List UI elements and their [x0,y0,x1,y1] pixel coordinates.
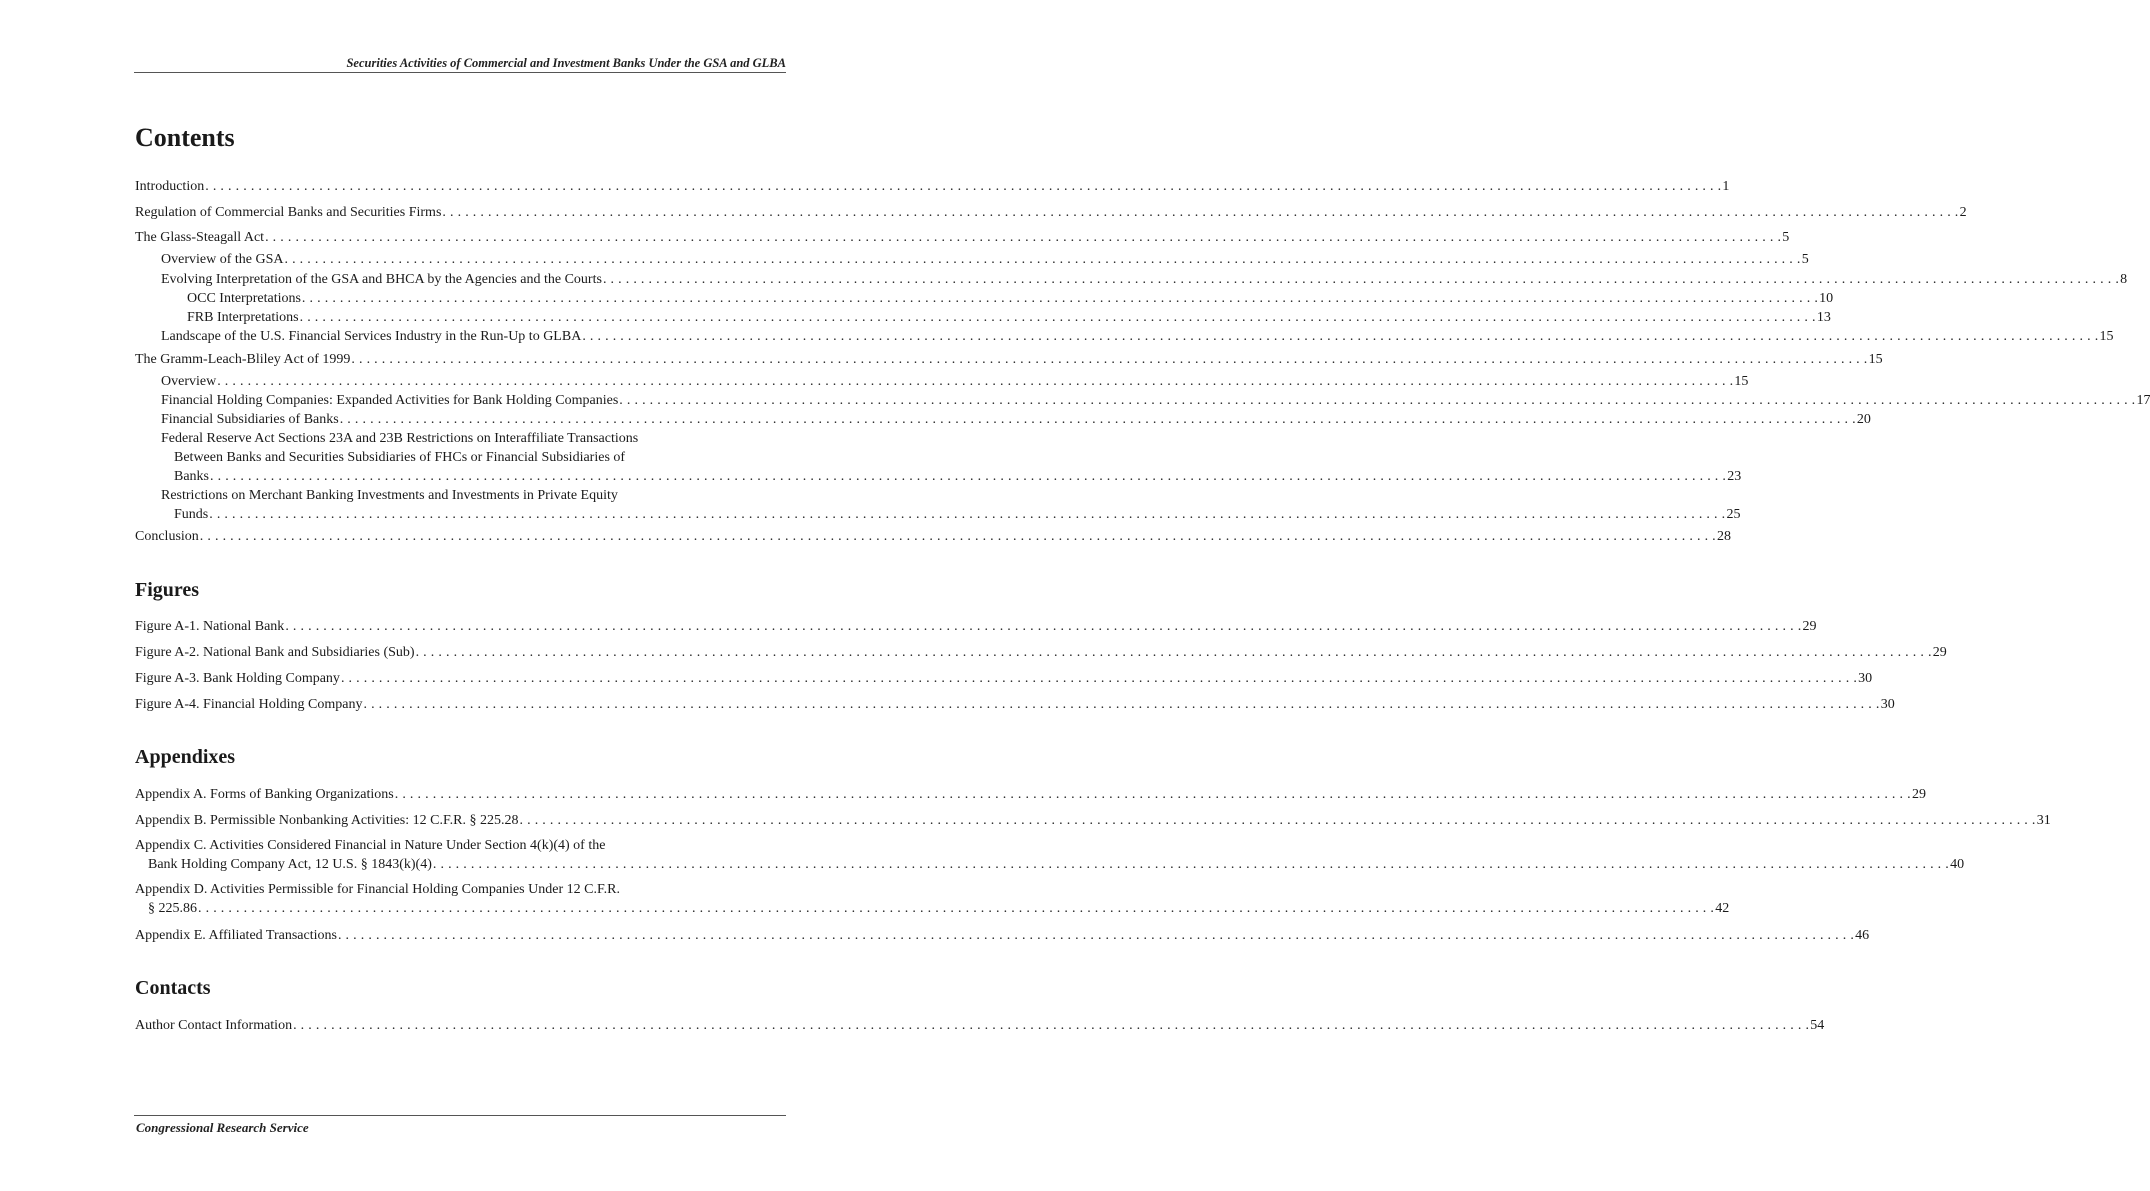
figures-heading: Figures [135,579,200,601]
toc-page-number: 15 [1734,374,1749,389]
dot-leader: . . . . . . . . . . . . . . . . . . . . . . . . . . . . . . . . . . . . . . . . . . . . . . . . . . . . . . . . . . . . . . . . . . . . . . . . . . . . . . . . . . . . . . . . . . . . . . . . . . . . . . . . . . . . . . . . . . . . . . . . . . . . . . . . . . . . . . . . . . . . . . . . . . . . . . . . . . . . . . . . . . . . . . . . . . . . . . . . . . . . . . . . . . . . . . . . . . . . . . . . [602,272,2120,287]
contents-toc-entry[interactable] [135,228,1790,247]
dot-leader: . . . . . . . . . . . . . . . . . . . . . . . . . . . . . . . . . . . . . . . . . . . . . . . . . . . . . . . . . . . . . . . . . . . . . . . . . . . . . . . . . . . . . . . . . . . . . . . . . . . . . . . . . . . . . . . . . . . . . . . . . . . . . . . . . . . . . . . . . . . . . . . . . . . . . . . . . . . . . . . . . . . . . . . . . . . . . . . . . . . . . . . . . . . . . . . . . . . . . . . . [337,928,1855,943]
dot-leader: . . . . . . . . . . . . . . . . . . . . . . . . . . . . . . . . . . . . . . . . . . . . . . . . . . . . . . . . . . . . . . . . . . . . . . . . . . . . . . . . . . . . . . . . . . . . . . . . . . . . . . . . . . . . . . . . . . . . . . . . . . . . . . . . . . . . . . . . . . . . . . . . . . . . . . . . . . . . . . . . . . . . . . . . . . . . . . . . . . . . . . . . . . . . . . . . . . . . . . . . [340,671,1858,686]
toc-page-number: 2 [1959,205,1967,220]
contents-toc-entry[interactable] [161,270,2128,289]
toc-entry-text: Conclusion [135,529,199,544]
toc-entry-text: Appendix D. Activities Permissible for Financial Holding Companies Under 12 C.F.R. [135,882,620,897]
dot-leader: . . . . . . . . . . . . . . . . . . . . . . . . . . . . . . . . . . . . . . . . . . . . . . . . . . . . . . . . . . . . . . . . . . . . . . . . . . . . . . . . . . . . . . . . . . . . . . . . . . . . . . . . . . . . . . . . . . . . . . . . . . . . . . . . . . . . . . . . . . . . . . . . . . . . . . . . . . . . . . . . . . . . . . . . . . . . . . . . . . . . . . . . . . . . . . . . . . . . . . . . [209,507,1726,522]
dot-leader: . . . . . . . . . . . . . . . . . . . . . . . . . . . . . . . . . . . . . . . . . . . . . . . . . . . . . . . . . . . . . . . . . . . . . . . . . . . . . . . . . . . . . . . . . . . . . . . . . . . . . . . . . . . . . . . . . . . . . . . . . . . . . . . . . . . . . . . . . . . . . . . . . . . . . . . . . . . . . . . . . . . . . . . . . . . . . . . . . . . . . . . . . . . . . . . . . . . . . . . . [415,645,1932,660]
toc-page-number: 42 [1715,901,1730,916]
toc-page-number: 8 [2120,272,2128,287]
toc-entry-text: Appendix C. Activities Considered Financial in Nature Under Section 4(k)(4) of the [135,838,606,853]
toc-page-number: 20 [1856,412,1871,427]
dot-leader: . . . . . . . . . . . . . . . . . . . . . . . . . . . . . . . . . . . . . . . . . . . . . . . . . . . . . . . . . . . . . . . . . . . . . . . . . . . . . . . . . . . . . . . . . . . . . . . . . . . . . . . . . . . . . . . . . . . . . . . . . . . . . . . . . . . . . . . . . . . . . . . . . . . . . . . . . . . . . . . . . . . . . . . . . . . . . . . . . . . . . . . . . . . . . . . . . . . . . . . . [519,813,2036,828]
toc-page-number: 46 [1855,928,1870,943]
contents-toc-entry[interactable] [161,486,1741,524]
dot-leader: . . . . . . . . . . . . . . . . . . . . . . . . . . . . . . . . . . . . . . . . . . . . . . . . . . . . . . . . . . . . . . . . . . . . . . . . . . . . . . . . . . . . . . . . . . . . . . . . . . . . . . . . . . . . . . . . . . . . . . . . . . . . . . . . . . . . . . . . . . . . . . . . . . . . . . . . . . . . . . . . . . . . . . . . . . . . . . . . . . . . . . . . . . . . . . . . . . . . . . . . [339,412,1856,427]
page-footer: Congressional Research Service [136,1120,309,1135]
footer-rule [134,1115,786,1116]
toc-entry-text: Overview [161,374,217,389]
toc-entry-text: Figure A-1. National Bank [135,619,285,634]
toc-entry-text: Figure A-3. Bank Holding Company [135,671,340,686]
appendixes-toc-entry[interactable] [135,926,1870,945]
toc-page-number: 23 [1727,469,1742,484]
dot-leader: . . . . . . . . . . . . . . . . . . . . . . . . . . . . . . . . . . . . . . . . . . . . . . . . . . . . . . . . . . . . . . . . . . . . . . . . . . . . . . . . . . . . . . . . . . . . . . . . . . . . . . . . . . . . . . . . . . . . . . . . . . . . . . . . . . . . . . . . . . . . . . . . . . . . . . . . . . . . . . . . . . . . . . . . . . . . . . . . . . . . . . . . . . . . . . . . . . . . . . . . [351,352,1868,367]
contents-toc-entry[interactable] [135,350,1883,369]
toc-entry-text: Figure A-4. Financial Holding Company [135,697,363,712]
dot-leader: . . . . . . . . . . . . . . . . . . . . . . . . . . . . . . . . . . . . . . . . . . . . . . . . . . . . . . . . . . . . . . . . . . . . . . . . . . . . . . . . . . . . . . . . . . . . . . . . . . . . . . . . . . . . . . . . . . . . . . . . . . . . . . . . . . . . . . . . . . . . . . . . . . . . . . . . . . . . . . . . . . . . . . . . . . . . . . . . . . . . . . . . . . . . . . . . . . . . . . . . [394,787,1911,802]
toc-entry-text: OCC Interpretations [187,291,301,306]
toc-page-number: 10 [1819,291,1834,306]
contents-toc-entry[interactable] [187,289,1834,308]
contents-toc-entry[interactable] [161,372,1749,391]
toc-page-number: 28 [1716,529,1731,544]
toc-entry-text: Banks [174,469,209,484]
toc-page-number: 13 [1816,310,1831,325]
contents-toc-entry[interactable] [161,429,1742,486]
toc-page-number: 31 [2036,813,2051,828]
toc-page-number: 17 [2136,393,2150,408]
toc-page-number: 25 [1726,507,1741,522]
contents-toc-entry[interactable] [161,250,1809,269]
toc-page-number: 29 [1911,787,1926,802]
figures-toc-entry[interactable] [135,643,1947,662]
toc-page-number: 30 [1858,671,1873,686]
toc-entry-text: Introduction [135,179,205,194]
dot-leader: . . . . . . . . . . . . . . . . . . . . . . . . . . . . . . . . . . . . . . . . . . . . . . . . . . . . . . . . . . . . . . . . . . . . . . . . . . . . . . . . . . . . . . . . . . . . . . . . . . . . . . . . . . . . . . . . . . . . . . . . . . . . . . . . . . . . . . . . . . . . . . . . . . . . . . . . . . . . . . . . . . . . . . . . . . . . . . . . . . . . . . . . . . . . . . . . . . . . . . . . [285,619,1802,634]
appendixes-heading: Appendixes [135,746,236,768]
dot-leader: . . . . . . . . . . . . . . . . . . . . . . . . . . . . . . . . . . . . . . . . . . . . . . . . . . . . . . . . . . . . . . . . . . . . . . . . . . . . . . . . . . . . . . . . . . . . . . . . . . . . . . . . . . . . . . . . . . . . . . . . . . . . . . . . . . . . . . . . . . . . . . . . . . . . . . . . . . . . . . . . . . . . . . . . . . . . . . . . . . . . . . . . . . . . . . . . . . . . . . . . [265,230,1782,245]
toc-page-number: 5 [1782,230,1790,245]
toc-entry-text: Appendix A. Forms of Banking Organizations [135,787,394,802]
contents-toc-entry[interactable] [135,203,1967,222]
appendixes-toc-entry[interactable] [135,811,2051,830]
toc-page-number: 15 [2099,329,2114,344]
figures-toc-entry[interactable] [135,617,1817,636]
dot-leader: . . . . . . . . . . . . . . . . . . . . . . . . . . . . . . . . . . . . . . . . . . . . . . . . . . . . . . . . . . . . . . . . . . . . . . . . . . . . . . . . . . . . . . . . . . . . . . . . . . . . . . . . . . . . . . . . . . . . . . . . . . . . . . . . . . . . . . . . . . . . . . . . . . . . . . . . . . . . . . . . . . . . . . . . . . . . . . . . . . . . . . . . . . . . . . . . . . . . . . . . [363,697,1880,712]
toc-page-number: 5 [1801,252,1809,267]
toc-page-number: 40 [1950,857,1965,872]
toc-entry-text: Financial Holding Companies: Expanded Activities for Bank Holding Companies [161,393,619,408]
appendixes-toc-entry[interactable] [135,880,1730,918]
dot-leader: . . . . . . . . . . . . . . . . . . . . . . . . . . . . . . . . . . . . . . . . . . . . . . . . . . . . . . . . . . . . . . . . . . . . . . . . . . . . . . . . . . . . . . . . . . . . . . . . . . . . . . . . . . . . . . . . . . . . . . . . . . . . . . . . . . . . . . . . . . . . . . . . . . . . . . . . . . . . . . . . . . . . . . . . . . . . . . . . . . . . . . . . . . . . . . . . . . . . . . . . [293,1018,1810,1033]
toc-page-number: 15 [1868,352,1883,367]
toc-page-number: 29 [1932,645,1947,660]
toc-entry-text: Bank Holding Company Act, 12 U.S. § 1843(k)(4) [148,857,432,872]
dot-leader: . . . . . . . . . . . . . . . . . . . . . . . . . . . . . . . . . . . . . . . . . . . . . . . . . . . . . . . . . . . . . . . . . . . . . . . . . . . . . . . . . . . . . . . . . . . . . . . . . . . . . . . . . . . . . . . . . . . . . . . . . . . . . . . . . . . . . . . . . . . . . . . . . . . . . . . . . . . . . . . . . . . . . . . . . . . . . . . . . . . . . . . . . . . . . . . . . . . . . . . . [217,374,1734,389]
toc-entry-text: Restrictions on Merchant Banking Investments and Investments in Private Equity [161,488,618,503]
dot-leader: . . . . . . . . . . . . . . . . . . . . . . . . . . . . . . . . . . . . . . . . . . . . . . . . . . . . . . . . . . . . . . . . . . . . . . . . . . . . . . . . . . . . . . . . . . . . . . . . . . . . . . . . . . . . . . . . . . . . . . . . . . . . . . . . . . . . . . . . . . . . . . . . . . . . . . . . . . . . . . . . . . . . . . . . . . . . . . . . . . . . . . . . . . . . . . . . . . . . . . . . [299,310,1816,325]
appendixes-toc-entry[interactable] [135,836,1965,874]
header-rule [134,72,786,73]
toc-entry-text: Author Contact Information [135,1018,293,1033]
toc-entry-text: Funds [174,507,209,522]
contents-toc-entry[interactable] [135,527,1731,546]
dot-leader: . . . . . . . . . . . . . . . . . . . . . . . . . . . . . . . . . . . . . . . . . . . . . . . . . . . . . . . . . . . . . . . . . . . . . . . . . . . . . . . . . . . . . . . . . . . . . . . . . . . . . . . . . . . . . . . . . . . . . . . . . . . . . . . . . . . . . . . . . . . . . . . . . . . . . . . . . . . . . . . . . . . . . . . . . . . . . . . . . . . . . . . . . . . . . . . . . . . . . . . . [198,901,1715,916]
contacts-toc-entry[interactable] [135,1016,1825,1035]
dot-leader: . . . . . . . . . . . . . . . . . . . . . . . . . . . . . . . . . . . . . . . . . . . . . . . . . . . . . . . . . . . . . . . . . . . . . . . . . . . . . . . . . . . . . . . . . . . . . . . . . . . . . . . . . . . . . . . . . . . . . . . . . . . . . . . . . . . . . . . . . . . . . . . . . . . . . . . . . . . . . . . . . . . . . . . . . . . . . . . . . . . . . . . . . . . . . . . . . . . . . . . . [301,291,1819,306]
contents-toc-entry[interactable] [187,308,1831,327]
contacts-heading: Contacts [135,977,211,999]
toc-page-number: 30 [1880,697,1895,712]
toc-entry-text: Appendix B. Permissible Nonbanking Activities: 12 C.F.R. § 225.28 [135,813,519,828]
figures-toc-entry[interactable] [135,669,1873,688]
toc-entry-text: The Glass-Steagall Act [135,230,265,245]
dot-leader: . . . . . . . . . . . . . . . . . . . . . . . . . . . . . . . . . . . . . . . . . . . . . . . . . . . . . . . . . . . . . . . . . . . . . . . . . . . . . . . . . . . . . . . . . . . . . . . . . . . . . . . . . . . . . . . . . . . . . . . . . . . . . . . . . . . . . . . . . . . . . . . . . . . . . . . . . . . . . . . . . . . . . . . . . . . . . . . . . . . . . . . . . . . . . . . . . . . . . . . . [205,179,1722,194]
dot-leader: . . . . . . . . . . . . . . . . . . . . . . . . . . . . . . . . . . . . . . . . . . . . . . . . . . . . . . . . . . . . . . . . . . . . . . . . . . . . . . . . . . . . . . . . . . . . . . . . . . . . . . . . . . . . . . . . . . . . . . . . . . . . . . . . . . . . . . . . . . . . . . . . . . . . . . . . . . . . . . . . . . . . . . . . . . . . . . . . . . . . . . . . . . . . . . . . . . . . . . . . [442,205,1959,220]
dot-leader: . . . . . . . . . . . . . . . . . . . . . . . . . . . . . . . . . . . . . . . . . . . . . . . . . . . . . . . . . . . . . . . . . . . . . . . . . . . . . . . . . . . . . . . . . . . . . . . . . . . . . . . . . . . . . . . . . . . . . . . . . . . . . . . . . . . . . . . . . . . . . . . . . . . . . . . . . . . . . . . . . . . . . . . . . . . . . . . . . . . . . . . . . . . . . . . . . . . . . . . . [619,393,2136,408]
toc-entry-text: § 225.86 [148,901,197,916]
dot-leader: . . . . . . . . . . . . . . . . . . . . . . . . . . . . . . . . . . . . . . . . . . . . . . . . . . . . . . . . . . . . . . . . . . . . . . . . . . . . . . . . . . . . . . . . . . . . . . . . . . . . . . . . . . . . . . . . . . . . . . . . . . . . . . . . . . . . . . . . . . . . . . . . . . . . . . . . . . . . . . . . . . . . . . . . . . . . . . . . . . . . . . . . . . . . . . . . . . . . . . . . [210,469,1727,484]
toc-entry-text: Evolving Interpretation of the GSA and BHCA by the Agencies and the Courts [161,272,602,287]
toc-entry-text: Between Banks and Securities Subsidiaries of FHCs or Financial Subsidiaries of [174,450,626,465]
toc-entry-text: Landscape of the U.S. Financial Services Industry in the Run-Up to GLBA [161,329,582,344]
toc-page-number: 29 [1802,619,1817,634]
contents-toc-entry[interactable] [161,327,2114,346]
figures-toc-entry[interactable] [135,695,1895,714]
appendixes-toc-entry[interactable] [135,785,1926,804]
dot-leader: . . . . . . . . . . . . . . . . . . . . . . . . . . . . . . . . . . . . . . . . . . . . . . . . . . . . . . . . . . . . . . . . . . . . . . . . . . . . . . . . . . . . . . . . . . . . . . . . . . . . . . . . . . . . . . . . . . . . . . . . . . . . . . . . . . . . . . . . . . . . . . . . . . . . . . . . . . . . . . . . . . . . . . . . . . . . . . . . . . . . . . . . . . . . . . . . . . . . . . . . [432,857,1950,872]
toc-entry-text: The Gramm-Leach-Bliley Act of 1999 [135,352,351,367]
toc-entry-text: Appendix E. Affiliated Transactions [135,928,337,943]
dot-leader: . . . . . . . . . . . . . . . . . . . . . . . . . . . . . . . . . . . . . . . . . . . . . . . . . . . . . . . . . . . . . . . . . . . . . . . . . . . . . . . . . . . . . . . . . . . . . . . . . . . . . . . . . . . . . . . . . . . . . . . . . . . . . . . . . . . . . . . . . . . . . . . . . . . . . . . . . . . . . . . . . . . . . . . . . . . . . . . . . . . . . . . . . . . . . . . . . . . . . . . . [199,529,1716,544]
toc-entry-text: Federal Reserve Act Sections 23A and 23B Restrictions on Interaffiliate Transactions [161,431,639,446]
contents-toc-entry[interactable] [135,177,1730,196]
toc-entry-text: Regulation of Commercial Banks and Securities Firms [135,205,442,220]
toc-page-number: 54 [1810,1018,1825,1033]
toc-entry-text: Figure A-2. National Bank and Subsidiaries (Sub) [135,645,415,660]
dot-leader: . . . . . . . . . . . . . . . . . . . . . . . . . . . . . . . . . . . . . . . . . . . . . . . . . . . . . . . . . . . . . . . . . . . . . . . . . . . . . . . . . . . . . . . . . . . . . . . . . . . . . . . . . . . . . . . . . . . . . . . . . . . . . . . . . . . . . . . . . . . . . . . . . . . . . . . . . . . . . . . . . . . . . . . . . . . . . . . . . . . . . . . . . . . . . . . . . . . . . . . . [284,252,1801,267]
contents-toc-entry[interactable] [161,410,1871,429]
toc-entry-text: Overview of the GSA [161,252,284,267]
toc-entry-text: Financial Subsidiaries of Banks [161,412,339,427]
toc-page-number: 1 [1722,179,1730,194]
running-header: Securities Activities of Commercial and Investment Banks Under the GSA and GLBA [346,56,786,70]
contents-heading: Contents [135,123,235,152]
contents-toc-entry[interactable] [161,391,2150,410]
toc-entry-text: FRB Interpretations [187,310,299,325]
dot-leader: . . . . . . . . . . . . . . . . . . . . . . . . . . . . . . . . . . . . . . . . . . . . . . . . . . . . . . . . . . . . . . . . . . . . . . . . . . . . . . . . . . . . . . . . . . . . . . . . . . . . . . . . . . . . . . . . . . . . . . . . . . . . . . . . . . . . . . . . . . . . . . . . . . . . . . . . . . . . . . . . . . . . . . . . . . . . . . . . . . . . . . . . . . . . . . . . . . . . . . . . [582,329,2099,344]
